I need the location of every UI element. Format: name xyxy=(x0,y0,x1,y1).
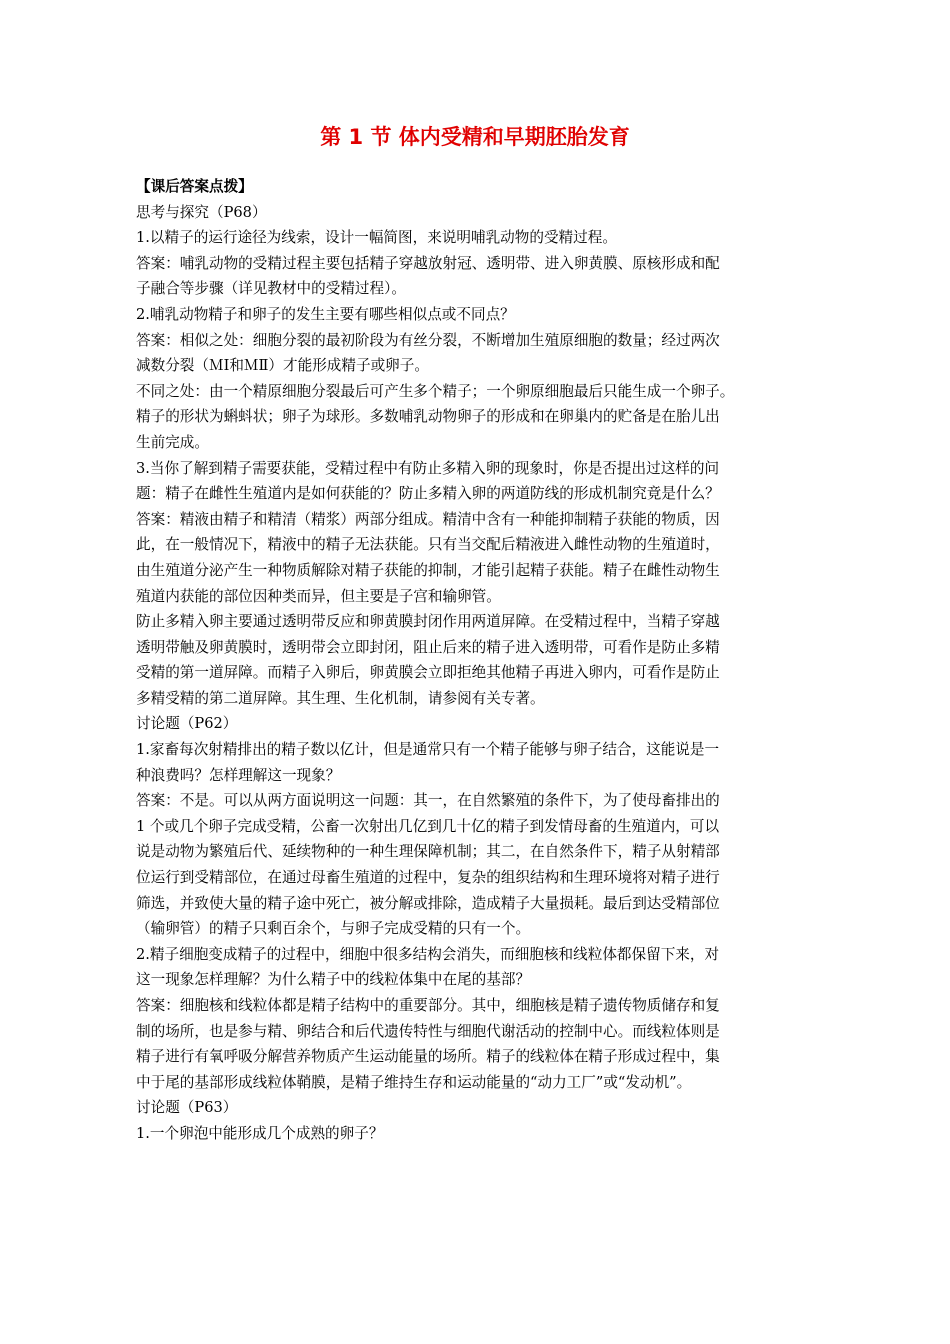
text-line: 2.哺乳动物精子和卵子的发生主要有哪些相似点或不同点？ xyxy=(136,305,515,323)
text-line: 位运行到受精部位，在通过母畜生殖道的过程中，复杂的组织结构和生理环境将对精子进行 xyxy=(136,869,720,887)
text-line: 答案：不是。可以从两方面说明这一问题：其一，在自然繁殖的条件下，为了使母畜排出的 xyxy=(136,792,720,810)
text-line: （输卵管）的精子只剩百余个，与卵子完成受精的只有一个。 xyxy=(136,920,531,938)
text-line: 中于尾的基部形成线粒体鞘膜，是精子维持生存和运动能量的“动力工厂”或“发动机”。 xyxy=(136,1073,692,1091)
text-line: 生前完成。 xyxy=(136,433,209,451)
text-line: 殖道内获能的部位因种类而异，但主要是子宫和输卵管。 xyxy=(136,587,501,605)
text-line: 筛选，并致使大量的精子途中死亡，被分解或排除，造成精子大量损耗。最后到达受精部位 xyxy=(136,894,720,912)
text-line: 1 个或几个卵子完成受精，公畜一次射出几亿到几十亿的精子到发情母畜的生殖道内，可以 xyxy=(136,817,720,835)
text-line: 精子进行有氧呼吸分解营养物质产生运动能量的场所。精子的线粒体在精子形成过程中，集 xyxy=(136,1048,720,1066)
text-line: 这一现象怎样理解？为什么精子中的线粒体集中在尾的基部？ xyxy=(136,971,531,989)
text-line: 1.家畜每次射精排出的精子数以亿计，但是通常只有一个精子能够与卵子结合，这能说是一 xyxy=(136,741,720,759)
text-line: 1.以精子的运行途径为线索，设计一幅简图，来说明哺乳动物的受精过程。 xyxy=(136,229,617,247)
text-line: 减数分裂（ＭⅠ和ＭⅡ）才能形成精子或卵子。 xyxy=(136,357,429,375)
document-body xyxy=(136,174,816,1147)
text-line: 子融合等步骤（详见教材中的受精过程）。 xyxy=(136,280,406,298)
text-line: 由生殖道分泌产生一种物质解除对精子获能的抑制，才能引起精子获能。精子在雌性动物生 xyxy=(136,561,720,579)
text-line: 多精受精的第二道屏障。其生理、生化机制，请参阅有关专著。 xyxy=(136,689,545,707)
text-line: 答案：细胞核和线粒体都是精子结构中的重要部分。其中，细胞核是精子遗传物质储存和复 xyxy=(136,997,720,1014)
text-line: 制的场所，也是参与精、卵结合和后代遗传特性与细胞代谢活动的控制中心。而线粒体则是 xyxy=(136,1022,720,1040)
text-line: 2.精子细胞变成精子的过程中，细胞中很多结构会消失，而细胞核和线粒体都保留下来，对 xyxy=(136,945,720,963)
document-title: 第 1 节 体内受精和早期胚胎发育 xyxy=(320,125,630,149)
text-line: 不同之处：由一个精原细胞分裂最后可产生多个精子；一个卵原细胞最后只能生成一个卵子。 xyxy=(136,382,735,400)
text-line: 讨论题（P63） xyxy=(136,1099,238,1117)
text-line: 受精的第一道屏障。而精子入卵后，卵黄膜会立即拒绝其他精子再进入卵内，可看作是防止 xyxy=(136,664,720,682)
text-line: 精子的形状为蝌蚪状；卵子为球形。多数哺乳动物卵子的形成和在卵巢内的贮备是在胎儿出 xyxy=(136,408,720,426)
text-line: 题：精子在雌性生殖道内是如何获能的？防止多精入卵的两道防线的形成机制究竟是什么？ xyxy=(136,485,720,503)
text-line: 答案：相似之处：细胞分裂的最初阶段为有丝分裂，不断增加生殖原细胞的数量；经过两次 xyxy=(136,331,720,349)
text-line: 思考与探究（P68） xyxy=(136,203,267,221)
text-line: 透明带触及卵黄膜时，透明带会立即封闭，阻止后来的精子进入透明带，可看作是防止多精 xyxy=(136,638,720,656)
text-line: 1.一个卵泡中能形成几个成熟的卵子？ xyxy=(136,1124,384,1142)
text-line: 讨论题（P62） xyxy=(136,715,238,733)
text-line: 答案：精液由精子和精清（精浆）两部分组成。精清中含有一种能抑制精子获能的物质，因 xyxy=(136,510,720,528)
text-line: 答案：哺乳动物的受精过程主要包括精子穿越放射冠、透明带、进入卵黄膜、原核形成和配 xyxy=(136,254,720,272)
section-heading: 【课后答案点拨】 xyxy=(136,178,253,195)
text-line: 说是动物为繁殖后代、延续物种的一种生理保障机制；其二，在自然条件下，精子从射精部 xyxy=(136,843,720,861)
text-line: 种浪费吗？怎样理解这一现象？ xyxy=(136,766,341,784)
text-line: 此，在一般情况下，精液中的精子无法获能。只有当交配后精液进入雌性动物的生殖道时， xyxy=(136,536,720,554)
text-line: 3.当你了解到精子需要获能，受精过程中有防止多精入卵的现象时，你是否提出过这样的问 xyxy=(136,459,720,477)
text-line: 防止多精入卵主要通过透明带反应和卵黄膜封闭作用两道屏障。在受精过程中，当精子穿越 xyxy=(136,613,720,631)
